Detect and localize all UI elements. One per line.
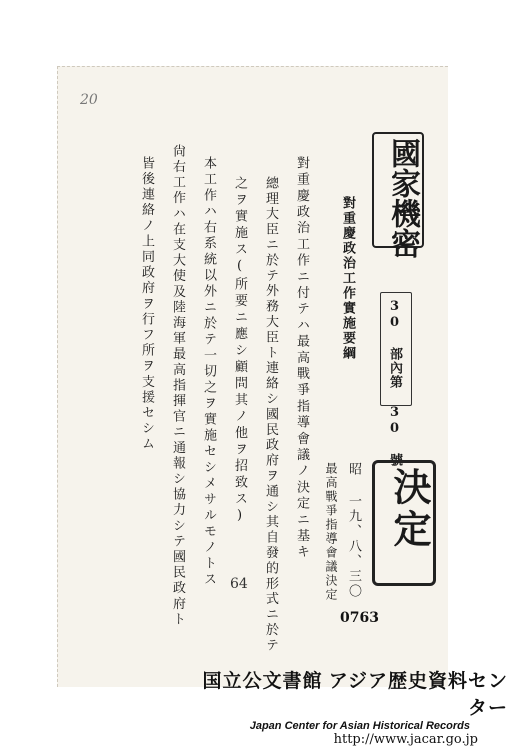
archive-name-en: Japan Center for Asian Historical Records: [249, 720, 470, 732]
decision-date: 昭 一九、八、三〇: [346, 462, 361, 599]
decision-stamp-text: 決定: [387, 467, 432, 551]
document-title: 對重慶政治工作實施要綱: [340, 196, 355, 361]
page-number: 64: [230, 576, 248, 592]
doc-number-stamp: [380, 292, 412, 467]
handwritten-mark: 20: [80, 92, 98, 108]
decided-by: 最高戰爭指導會議決定: [324, 462, 338, 602]
body-line-3: 之ヲ實施ス(所要ニ應シ顧問其ノ他ヲ招致ス): [232, 176, 247, 527]
archive-footer: [190, 666, 508, 747]
classification-label: 國家機密: [385, 138, 420, 258]
classification-stamp: [372, 132, 424, 258]
decision-seal: [372, 460, 436, 586]
reference-number: 0763: [340, 610, 379, 626]
body-line-6: 皆後連絡ノ上同政府ヲ行フ所ヲ支援セシム: [139, 156, 154, 453]
body-line-2: 總理大臣ニ於テ外務大臣ト連絡シ國民政府ヲ通シ其自發的形式ニ於テ: [263, 176, 278, 654]
archive-name-jp: 国立公文書館 アジア歴史資料センター: [202, 671, 508, 719]
archive-url: http://www.jacar.go.jp: [333, 732, 478, 747]
body-line-1: 對重慶政治工作ニ付テハ最高戰爭指導會議ノ決定ニ基キ: [294, 156, 309, 561]
body-line-5: 尙右工作ハ在支大使及陸海軍最高指揮官ニ通報シ協力シテ國民政府ト: [170, 144, 185, 628]
doc-number: 30 部內第 30 號: [387, 299, 402, 467]
body-line-4: 本工作ハ右系統以外ニ於テ一切之ヲ實施セシメサルモノトス: [201, 156, 216, 588]
